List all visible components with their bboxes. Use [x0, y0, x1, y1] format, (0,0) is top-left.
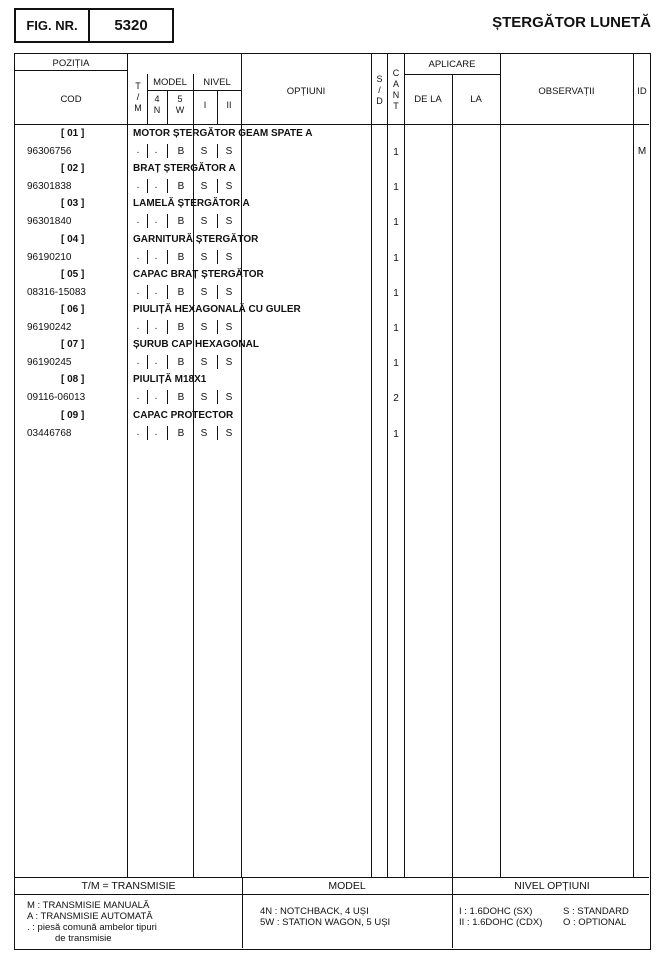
part-tm: .	[136, 391, 140, 403]
part-code: 08316-15083	[27, 286, 86, 298]
cell-separator	[193, 250, 194, 264]
col-divider-optiuni	[371, 54, 372, 877]
part-code: 03446768	[27, 427, 72, 439]
part-nivel-i: S	[200, 357, 208, 369]
cell-separator	[167, 390, 168, 404]
part-nivel-i: S	[200, 146, 208, 157]
part-position: [ 01 ]	[61, 128, 85, 139]
part-position: [ 07 ]	[61, 339, 85, 351]
part-model-5w: B	[177, 146, 185, 157]
cell-separator	[147, 250, 148, 264]
header-cod: COD	[60, 94, 82, 105]
header-pozitia: POZIȚIA	[52, 58, 90, 69]
part-position: [ 08 ]	[61, 374, 85, 386]
cell-separator	[167, 144, 168, 158]
part-nivel-i: S	[200, 322, 208, 333]
part-code: 96190242	[27, 322, 72, 333]
page-title: ȘTERGĂTOR LUNETĂ	[492, 14, 651, 31]
cell-separator	[193, 179, 194, 193]
part-name: PIULIȚĂ M18X1	[133, 374, 207, 386]
cell-separator	[167, 320, 168, 334]
cell-separator	[167, 250, 168, 264]
part-model-4n: .	[154, 356, 158, 368]
cell-separator	[217, 250, 218, 264]
legend-model: 4N : NOTCHBACK, 4 UȘI 5W : STATION WAGON, 5 UȘI	[260, 906, 391, 928]
header-de-la: DE LA	[414, 94, 442, 105]
header-nivel-ii: II	[226, 100, 232, 110]
cell-separator	[147, 355, 148, 369]
cell-separator	[217, 426, 218, 440]
col-divider-dela	[452, 74, 453, 877]
part-tm: .	[136, 145, 140, 156]
part-nivel-ii: S	[225, 322, 233, 333]
part-tm: .	[136, 321, 140, 332]
part-model-5w: B	[177, 181, 185, 193]
header-la: LA	[470, 94, 482, 105]
cell-separator	[147, 390, 148, 404]
part-tm: .	[136, 250, 140, 262]
legend-nivel: I : 1.6DOHC (SX) II : 1.6DOHC (CDX)	[459, 906, 543, 928]
part-position: [ 05 ]	[61, 268, 85, 280]
part-position: [ 02 ]	[61, 163, 85, 175]
part-nivel-ii: S	[225, 427, 233, 439]
hdr-line-aplicare	[404, 74, 500, 75]
legend-line-top	[15, 877, 649, 878]
part-name: BRAȚ ȘTERGĂTOR A	[133, 163, 236, 175]
part-name: PIULIȚĂ HEXAGONALĂ CU GULER	[133, 304, 301, 315]
part-name: CAPAC PROTECTOR	[133, 409, 234, 421]
cell-separator	[147, 285, 148, 299]
part-id: M	[637, 146, 647, 157]
cell-separator	[147, 426, 148, 440]
cell-separator	[217, 214, 218, 228]
legend-nivel-codes: S : STANDARD O : OPTIONAL	[563, 906, 629, 928]
part-model-4n: .	[154, 285, 158, 297]
header-model-4n: 4 N	[153, 94, 161, 115]
part-model-5w: B	[177, 357, 185, 369]
part-model-5w: B	[177, 427, 185, 439]
part-code: 96190245	[27, 357, 72, 369]
cell-separator	[167, 426, 168, 440]
cell-separator	[193, 426, 194, 440]
part-nivel-ii: S	[225, 216, 233, 228]
part-position: [ 09 ]	[61, 409, 85, 421]
part-model-4n: .	[154, 215, 158, 227]
part-tm: .	[136, 426, 140, 438]
col-divider-sd	[387, 54, 388, 877]
cell-separator	[193, 355, 194, 369]
part-model-5w: B	[177, 322, 185, 333]
part-code: 96301838	[27, 181, 72, 193]
part-tm: .	[136, 285, 140, 297]
header-tm: T / M	[134, 81, 142, 113]
cell-separator	[147, 144, 148, 158]
cell-separator	[217, 390, 218, 404]
legend-tm-title: T/M = TRANSMISIE	[81, 880, 176, 892]
part-quantity: 1	[393, 252, 399, 264]
header-id: ID	[637, 86, 647, 97]
part-position: [ 06 ]	[61, 304, 85, 315]
legend-model-title: MODEL	[328, 880, 366, 892]
part-model-5w: B	[177, 286, 185, 298]
header-optiuni: OPȚIUNI	[286, 86, 326, 97]
cell-separator	[193, 144, 194, 158]
figure-number-box	[14, 8, 174, 43]
part-nivel-i: S	[200, 181, 208, 193]
cell-separator	[167, 179, 168, 193]
part-nivel-i: S	[200, 392, 208, 404]
part-tm: .	[136, 180, 140, 192]
cell-separator	[167, 285, 168, 299]
header-observatii: OBSERVAȚII	[538, 86, 595, 97]
col-divider-la	[500, 54, 501, 877]
cell-separator	[147, 320, 148, 334]
part-code: 96301840	[27, 216, 72, 228]
part-name: GARNITURĂ ȘTERGĂTOR	[133, 233, 259, 245]
cell-separator	[167, 214, 168, 228]
part-name: CAPAC BRAȚ ȘTERGĂTOR	[133, 268, 264, 280]
header-model-5w: 5 W	[175, 94, 185, 115]
parts-table	[14, 53, 651, 950]
col-divider-obs	[633, 54, 634, 877]
part-nivel-ii: S	[225, 251, 233, 263]
cell-separator	[147, 179, 148, 193]
part-tm: .	[136, 356, 140, 368]
cell-separator	[217, 285, 218, 299]
cell-separator	[193, 320, 194, 334]
hdr-line-pozitia	[15, 70, 127, 71]
part-nivel-i: S	[200, 286, 208, 298]
part-name: ȘURUB CAP HEXAGONAL	[133, 339, 259, 351]
header-nivel-i: I	[203, 100, 207, 110]
part-quantity: 1	[393, 358, 399, 370]
part-quantity: 1	[393, 182, 399, 194]
part-code: 96190210	[27, 251, 72, 263]
part-name: LAMELĂ ȘTERGĂTOR A	[133, 198, 250, 210]
hdr-line-bottom	[15, 124, 649, 125]
part-quantity: 1	[393, 147, 399, 158]
part-model-4n: .	[154, 180, 158, 192]
cell-separator	[217, 355, 218, 369]
cell-separator	[217, 179, 218, 193]
header-cant: C A N T	[392, 68, 400, 111]
legend-line-head	[15, 894, 649, 895]
part-code: 96306756	[27, 146, 72, 157]
cell-separator	[217, 144, 218, 158]
col-divider-model	[193, 74, 194, 877]
part-nivel-ii: S	[225, 392, 233, 404]
part-model-4n: .	[154, 145, 158, 156]
legend-nivel-title: NIVEL OPȚIUNI	[514, 880, 590, 892]
part-model-5w: B	[177, 216, 185, 228]
col-divider-cod	[127, 54, 128, 877]
cell-separator	[193, 214, 194, 228]
cell-separator	[167, 355, 168, 369]
legend-tm: M : TRANSMISIE MANUALĂ A : TRANSMISIE AUTOMATĂ . : piesă comună ambelor tipuri de transmisie	[27, 900, 157, 944]
hdr-line-model	[147, 90, 241, 91]
part-name: MOTOR ȘTERGĂTOR GEAM SPATE A	[133, 128, 313, 139]
part-quantity: 1	[393, 428, 399, 440]
col-divider-nivel-end	[241, 54, 242, 877]
part-quantity: 1	[393, 287, 399, 299]
part-quantity: 2	[393, 393, 399, 405]
part-position: [ 04 ]	[61, 233, 85, 245]
cell-separator	[217, 320, 218, 334]
cell-separator	[193, 390, 194, 404]
part-nivel-ii: S	[225, 286, 233, 298]
part-nivel-ii: S	[225, 146, 233, 157]
part-model-4n: .	[154, 321, 158, 332]
part-nivel-i: S	[200, 427, 208, 439]
part-model-4n: .	[154, 426, 158, 438]
header-nivel: NIVEL	[203, 77, 231, 88]
part-model-4n: .	[154, 391, 158, 403]
figure-number: 5320	[114, 17, 148, 34]
part-code: 09116-06013	[27, 392, 86, 404]
part-model-5w: B	[177, 251, 185, 263]
part-model-4n: .	[154, 250, 158, 262]
part-nivel-ii: S	[225, 357, 233, 369]
header-model: MODEL	[153, 77, 187, 88]
figure-label: FIG. NR.	[16, 10, 90, 41]
part-nivel-i: S	[200, 251, 208, 263]
cell-separator	[193, 285, 194, 299]
cell-separator	[147, 214, 148, 228]
part-quantity: 1	[393, 323, 399, 334]
part-nivel-i: S	[200, 216, 208, 228]
part-position: [ 03 ]	[61, 198, 85, 210]
part-tm: .	[136, 215, 140, 227]
col-divider-cant	[404, 54, 405, 877]
part-nivel-ii: S	[225, 181, 233, 193]
part-model-5w: B	[177, 392, 185, 404]
header-aplicare: APLICARE	[428, 59, 476, 70]
header-sd: S / D	[376, 74, 383, 106]
part-quantity: 1	[393, 217, 399, 229]
